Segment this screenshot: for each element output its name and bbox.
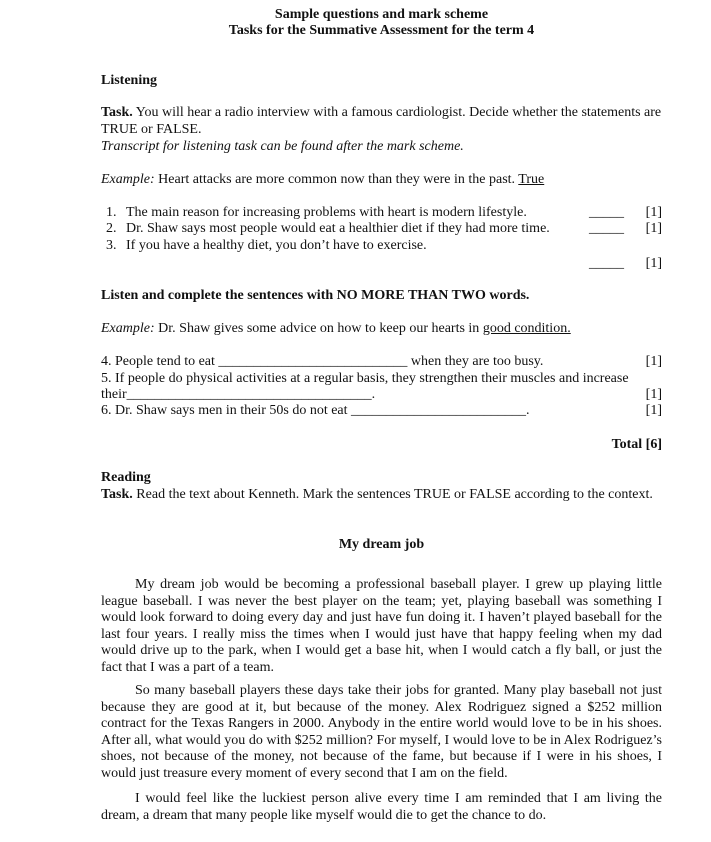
instruction-heading: Listen and complete the sentences with NO MORE THAN TWO words. xyxy=(101,288,530,303)
q5-mark: [1] xyxy=(645,387,662,402)
question-5-cont xyxy=(101,387,662,404)
reading-task xyxy=(101,487,662,504)
answer-blank[interactable]: _____ xyxy=(589,221,624,236)
paragraph: So many baseball players these days take their jobs for granted. Many play baseball not just because they are good at it, but because of the money. Alex Rodriguez signed a $252 million contract for the Texas Rangers in 2000. Anybody in the entire world would love to be in his shoes. After all, what would you do with $252 million? For myself, I would love to be in Alex Rodriguez’s shoes, not because of the money, not because of the fame, but because if I were in his shoes, I would just treasure every moment of every second that I am on the field. xyxy=(101,683,662,781)
item-number: 1. xyxy=(106,205,117,220)
list-item xyxy=(101,238,662,255)
item-number: 2. xyxy=(106,221,117,236)
item-text: Dr. Shaw says most people would eat a healthier diet if they had more time. xyxy=(126,221,550,236)
item-text: If you have a healthy diet, you don’t have to exercise. xyxy=(126,238,427,253)
document-page xyxy=(101,0,662,842)
document-title: Sample questions and mark scheme xyxy=(274,7,489,22)
example-text: Heart attacks are more common now than they were in the past. xyxy=(154,172,519,187)
listening-heading: Listening xyxy=(101,73,158,88)
q4-text-after: when they are too busy. xyxy=(407,354,544,369)
q5-cont: their xyxy=(101,387,127,402)
reading-heading: Reading xyxy=(101,470,151,485)
example2-line xyxy=(101,321,662,338)
paragraph: My dream job would be becoming a professional baseball player. I grew up playing little league baseball. I was never the best player on the team; yet, playing baseball was something I would look forward to doing every day and just have fun doing it. I haven’t played baseball for the last four years. I really miss the times when I would just have that happy feeling when my dad would drive up to the park, when I would get a base hit, when I would catch a fly ball, or just the fact that I was a part of a team. xyxy=(101,577,662,675)
example-label: Example: xyxy=(101,172,155,187)
example2-text: Dr. Shaw gives some advice on how to keep our hearts in xyxy=(154,321,483,336)
item-mark: [1] xyxy=(645,221,662,236)
item-mark: [1] xyxy=(645,256,662,271)
listening-task xyxy=(101,105,662,138)
q5-blank[interactable]: ___________________________________ xyxy=(126,387,372,402)
example2-answer: good condition. xyxy=(482,321,571,336)
answer-row xyxy=(101,256,662,273)
list-item xyxy=(101,205,662,222)
paragraph: I would feel like the luckiest person alive every time I am reminded that I am living the dream, a dream that many people like myself would die to get the chance to do. xyxy=(101,791,662,823)
q4-mark: [1] xyxy=(645,354,662,369)
q6-text: 6. Dr. Shaw says men in their 50s do not eat xyxy=(101,403,352,418)
item-text: The main reason for increasing problems with heart is modern lifestyle. xyxy=(126,205,527,220)
q5-end: . xyxy=(371,387,376,402)
example2-label: Example: xyxy=(101,321,155,336)
document-subtitle: Tasks for the Summative Assessment for the term 4 xyxy=(228,23,535,38)
q4-blank[interactable]: ___________________________ xyxy=(218,354,408,369)
q6-mark: [1] xyxy=(645,403,662,418)
answer-blank[interactable]: _____ xyxy=(589,256,624,271)
question-6 xyxy=(101,403,662,420)
task-text: You will hear a radio interview with a famous cardiologist. Decide whether the statements are TRUE or FALSE. xyxy=(101,105,662,137)
reading-title: My dream job xyxy=(338,537,425,552)
example-line xyxy=(101,172,662,189)
transcript-note: Transcript for listening task can be found after the mark scheme. xyxy=(101,139,464,154)
q6-end: . xyxy=(526,403,530,418)
reading-task-label: Task. xyxy=(101,487,133,502)
item-mark: [1] xyxy=(645,205,662,220)
listening-total: Total [6] xyxy=(611,437,662,452)
task-label: Task. xyxy=(101,105,133,120)
q4-text-before: 4. People tend to eat xyxy=(101,354,219,369)
question-4 xyxy=(101,354,662,371)
list-item xyxy=(101,221,662,238)
question-5 xyxy=(101,371,662,388)
q5-text: 5. If people do physical activities at a regular basis, they strengthen their muscles and increase xyxy=(101,371,629,386)
answer-blank[interactable]: _____ xyxy=(589,205,624,220)
item-number: 3. xyxy=(106,238,117,253)
q6-blank[interactable]: _________________________ xyxy=(351,403,527,418)
example-answer: True xyxy=(518,172,545,187)
reading-task-text: Read the text about Kenneth. Mark the sentences TRUE or FALSE according to the context. xyxy=(132,487,653,502)
